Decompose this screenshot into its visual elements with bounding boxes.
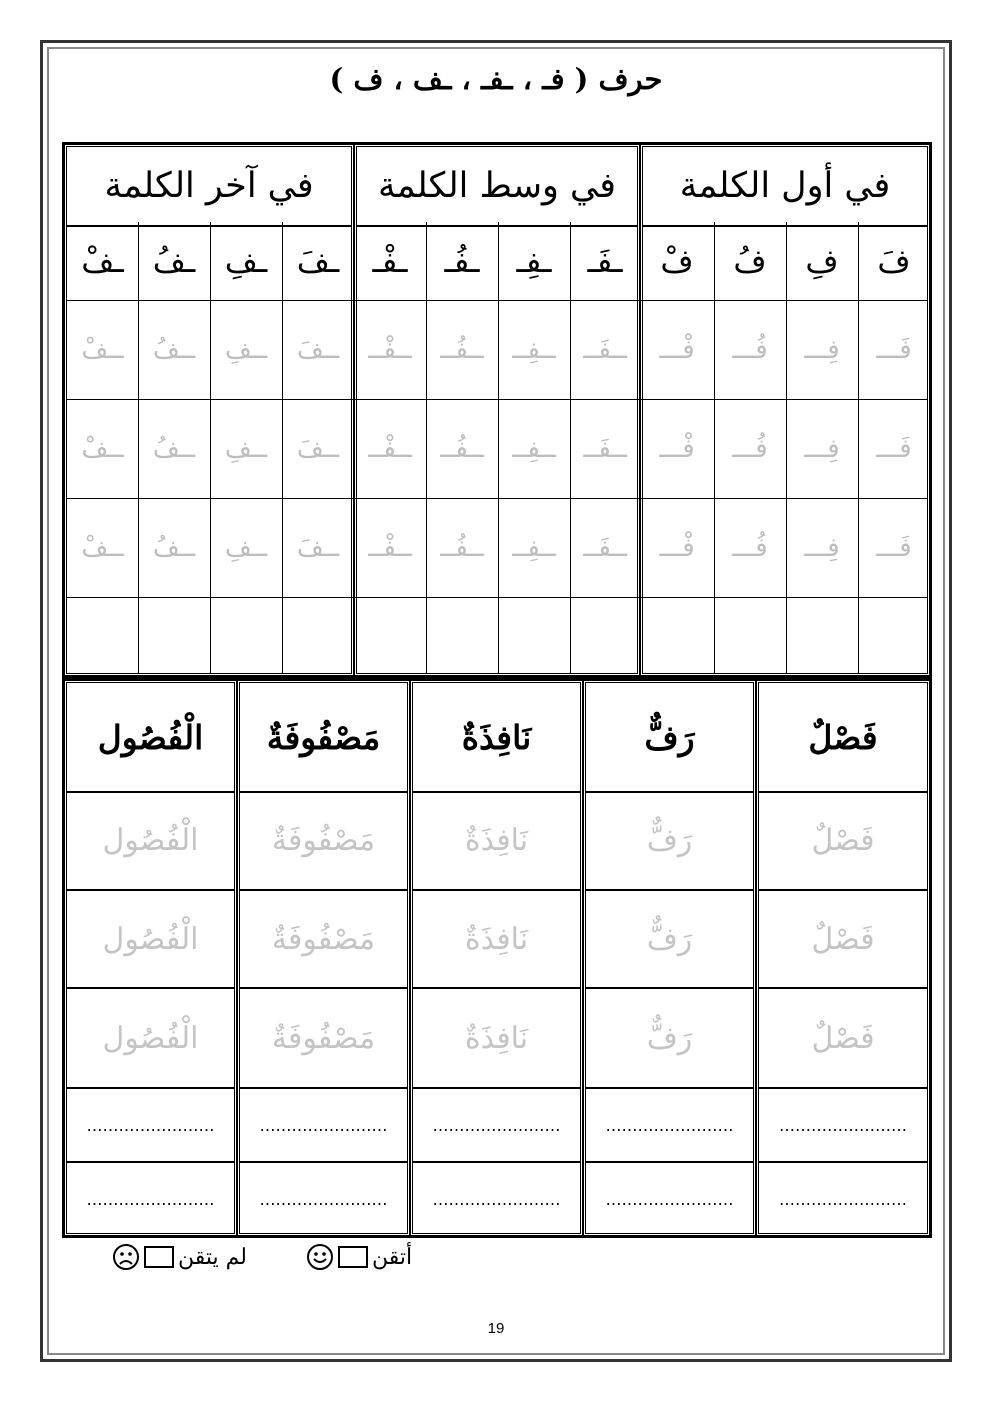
trace-cell[interactable]: ــفُــ <box>440 532 484 563</box>
trace-cell[interactable]: فَـــ <box>876 532 912 563</box>
word-trace[interactable]: رَفٌّ <box>646 822 693 858</box>
word-header: رَفٌّ <box>586 683 753 793</box>
letter-begin-sukun: فْ <box>660 242 694 280</box>
word-header: نَافِذَةٌ <box>413 683 580 793</box>
trace-cell[interactable]: فَـــ <box>876 334 912 365</box>
word-column-nafitha <box>410 680 583 1236</box>
not-mastered-checkbox[interactable] <box>144 1246 174 1268</box>
word-trace[interactable]: مَصْفُوفَةٌ <box>271 921 376 957</box>
writing-line[interactable]: …………………… <box>259 1115 388 1135</box>
group-header-beginning: في أول الكلمة <box>643 147 927 227</box>
legend-not-mastered <box>112 1243 247 1271</box>
word-trace[interactable]: نَافِذَةٌ <box>464 1020 529 1056</box>
trace-cell[interactable]: ــفِ <box>224 334 268 365</box>
writing-line[interactable]: …………………… <box>259 1189 388 1209</box>
word-trace[interactable]: فَصْلٌ <box>811 1020 875 1056</box>
trace-cell[interactable]: ــفَــ <box>583 532 627 563</box>
trace-cell[interactable]: فْـــ <box>659 532 695 563</box>
word-header: مَصْفُوفَةٌ <box>240 683 407 793</box>
legend-not-mastered-label: لم يتقن <box>178 1244 247 1270</box>
letter-end-sukun: ـفْ <box>81 242 124 280</box>
letter-middle-sukun: ـفْـ <box>372 242 408 280</box>
trace-cell[interactable]: ــفُ <box>152 532 196 563</box>
trace-cell[interactable]: ــفُ <box>152 433 196 464</box>
group-header-middle: في وسط الكلمة <box>357 147 637 227</box>
word-column-masfufa <box>237 680 410 1236</box>
trace-cell[interactable]: ــفُــ <box>440 433 484 464</box>
trace-cell[interactable]: ــفُ <box>152 334 196 365</box>
trace-cell[interactable]: ــفِــ <box>512 334 556 365</box>
trace-cell[interactable]: ــفِ <box>224 433 268 464</box>
trace-cell[interactable]: فُـــ <box>732 433 768 464</box>
word-column-raff <box>583 680 756 1236</box>
word-trace[interactable]: رَفٌّ <box>646 1020 693 1056</box>
trace-cell[interactable]: فِـــ <box>804 433 840 464</box>
trace-cell[interactable]: ــفْــ <box>368 334 412 365</box>
trace-cell[interactable]: فِـــ <box>804 532 840 563</box>
writing-line[interactable]: …………………… <box>605 1189 734 1209</box>
word-trace[interactable]: نَافِذَةٌ <box>464 921 529 957</box>
trace-cell[interactable]: ــفَ <box>296 334 340 365</box>
trace-cell[interactable]: ــفَ <box>296 532 340 563</box>
page-title: حرف ( فـ ، ـفـ ، ـف ، ف ) <box>329 62 663 96</box>
trace-cell[interactable]: ــفْ <box>81 433 124 464</box>
trace-cell[interactable]: فَـــ <box>876 433 912 464</box>
word-trace[interactable]: الْفُصُول <box>102 822 199 858</box>
letter-end-fatha: ـفَ <box>296 242 340 280</box>
trace-cell[interactable]: فْـــ <box>659 334 695 365</box>
writing-line[interactable]: …………………… <box>432 1189 561 1209</box>
trace-cell[interactable]: ــفْــ <box>368 433 412 464</box>
trace-cell[interactable]: ــفِ <box>224 532 268 563</box>
letter-middle-damma: ـفُـ <box>444 242 480 280</box>
word-trace[interactable]: الْفُصُول <box>102 921 199 957</box>
trace-cell[interactable]: ــفَــ <box>583 334 627 365</box>
letter-middle-fatha: ـفَـ <box>587 242 623 280</box>
word-header: فَصْلٌ <box>759 683 927 793</box>
words-table <box>62 678 932 1238</box>
word-header: الْفُصُول <box>67 683 234 793</box>
trace-cell[interactable]: ــفْ <box>81 334 124 365</box>
trace-cell[interactable]: فُـــ <box>732 334 768 365</box>
writing-line[interactable]: …………………… <box>432 1115 561 1135</box>
writing-line[interactable]: …………………… <box>605 1115 734 1135</box>
group-header-end: في آخر الكلمة <box>67 147 351 227</box>
word-trace[interactable]: الْفُصُول <box>102 1020 199 1056</box>
writing-line[interactable]: …………………… <box>779 1189 907 1209</box>
sad-face-icon <box>112 1243 140 1271</box>
trace-cell[interactable]: فِـــ <box>804 334 840 365</box>
trace-cell[interactable]: ــفْــ <box>368 532 412 563</box>
word-trace[interactable]: فَصْلٌ <box>811 921 875 957</box>
mastered-checkbox[interactable] <box>338 1246 368 1268</box>
legend-mastered <box>306 1243 412 1271</box>
letter-end-kasra: ـفِ <box>224 242 268 280</box>
letter-forms-table <box>62 142 932 678</box>
letter-begin-fatha: فَ <box>877 242 911 280</box>
trace-cell[interactable]: ــفِــ <box>512 433 556 464</box>
word-trace[interactable]: مَصْفُوفَةٌ <box>271 822 376 858</box>
page-number: 19 <box>487 1320 505 1337</box>
smiley-face-icon <box>306 1243 334 1271</box>
trace-cell[interactable]: ــفْ <box>81 532 124 563</box>
letter-middle-kasra: ـفِـ <box>516 242 552 280</box>
word-trace[interactable]: نَافِذَةٌ <box>464 822 529 858</box>
trace-cell[interactable]: فُـــ <box>732 532 768 563</box>
word-column-fasl <box>756 680 930 1236</box>
trace-cell[interactable]: ــفُــ <box>440 334 484 365</box>
writing-line[interactable]: …………………… <box>86 1115 215 1135</box>
letter-end-damma: ـفُ <box>152 242 196 280</box>
word-column-alfusul <box>64 680 237 1236</box>
legend-mastered-label: أتقن <box>372 1244 413 1270</box>
trace-cell[interactable]: فْـــ <box>659 433 695 464</box>
letter-begin-damma: فُ <box>733 242 767 280</box>
letter-begin-kasra: فِ <box>805 242 839 280</box>
trace-cell[interactable]: ــفَ <box>296 433 340 464</box>
trace-cell[interactable]: ــفَــ <box>583 433 627 464</box>
writing-line[interactable]: …………………… <box>779 1115 907 1135</box>
trace-cell[interactable]: ــفِــ <box>512 532 556 563</box>
word-trace[interactable]: رَفٌّ <box>646 921 693 957</box>
word-trace[interactable]: فَصْلٌ <box>811 822 875 858</box>
writing-line[interactable]: …………………… <box>86 1189 215 1209</box>
word-trace[interactable]: مَصْفُوفَةٌ <box>271 1020 376 1056</box>
